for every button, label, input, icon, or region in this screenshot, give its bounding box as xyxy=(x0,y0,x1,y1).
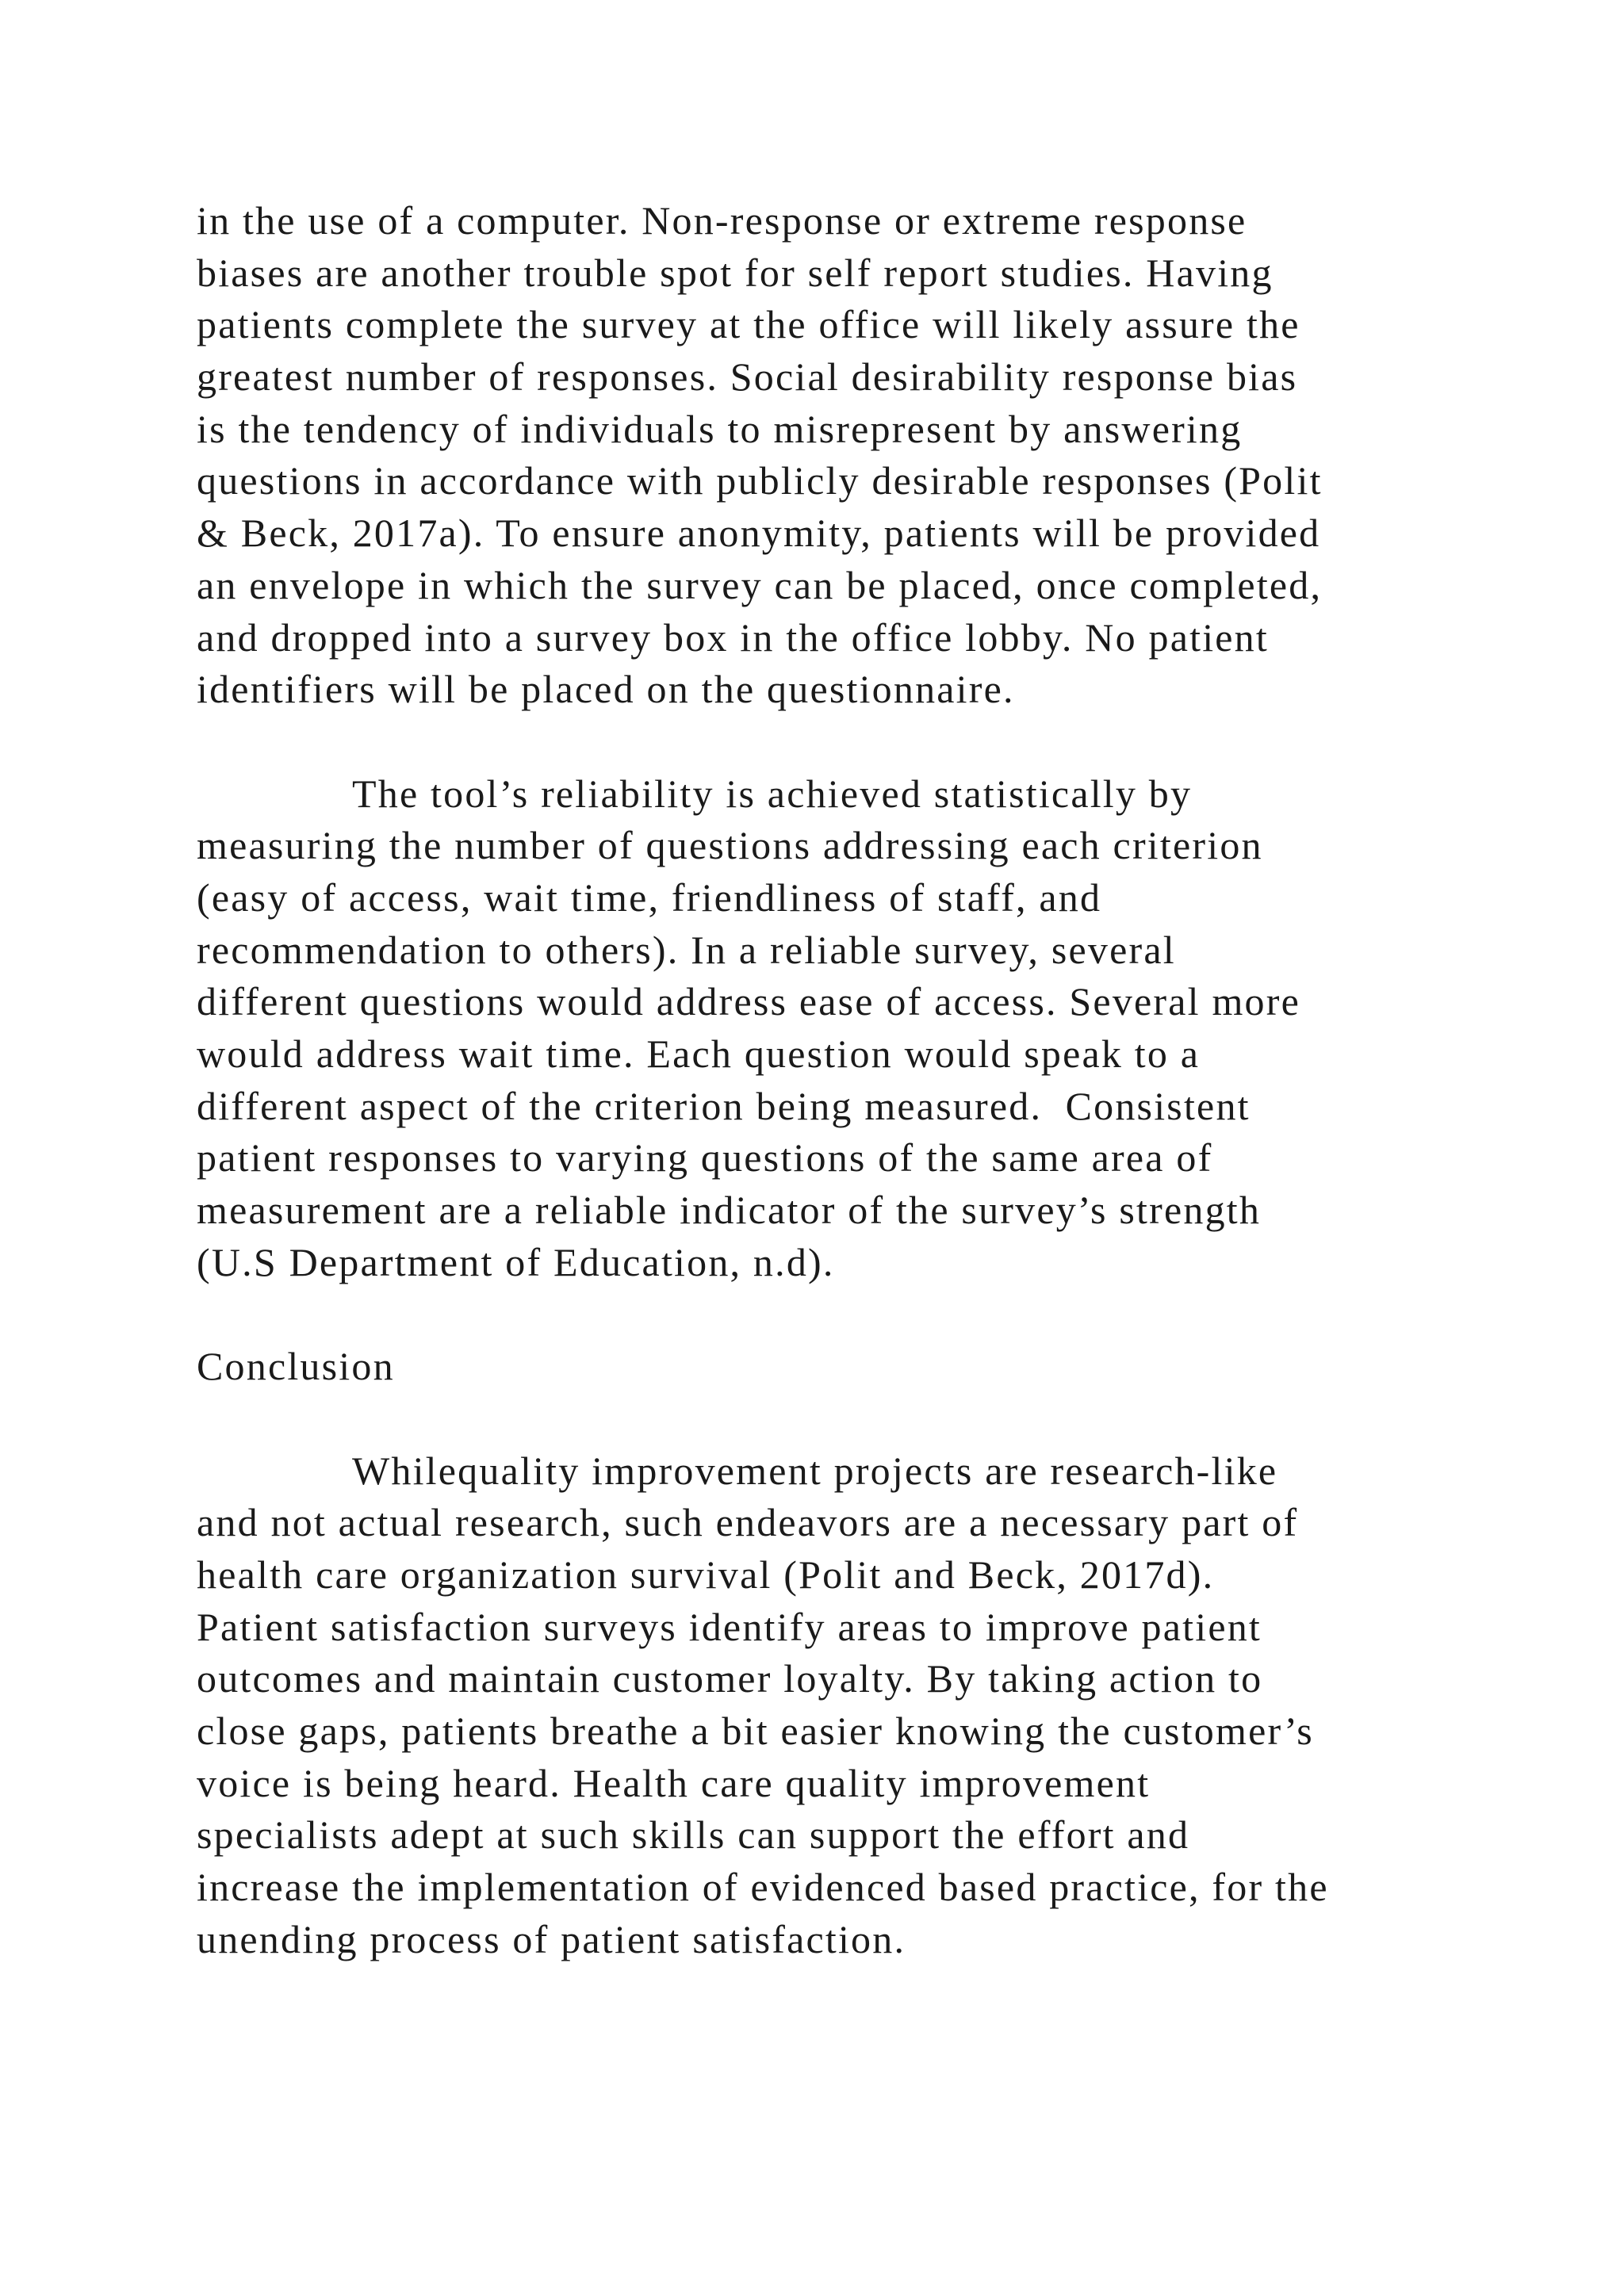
paragraph-conclusion xyxy=(197,1445,1497,1966)
text-line: an envelope in which the survey can be placed, once completed, xyxy=(197,562,1323,607)
text-line: specialists adept at such skills can support the effort and xyxy=(197,1812,1190,1858)
text-line: different questions would address ease of access. Several more xyxy=(197,979,1300,1024)
text-line: Patient satisfaction surveys identify areas to improve patient xyxy=(197,1604,1262,1649)
text-line: measuring the number of questions addressing each criterion xyxy=(197,823,1263,868)
text-line: greatest number of responses. Social desirability response bias xyxy=(197,354,1298,400)
text-line-indented xyxy=(197,1445,1497,1498)
text-line: patient responses to varying questions of the same area of xyxy=(197,1135,1213,1181)
paragraph-spacer xyxy=(197,716,1497,768)
text-line-indented xyxy=(197,768,1497,821)
text-line: would address wait time. Each question would speak to a xyxy=(197,1031,1201,1076)
paragraph-spacer xyxy=(197,1288,1497,1341)
text-line: is the tendency of individuals to misrepresent by answering xyxy=(197,406,1243,451)
text-line: recommendation to others). In a reliable survey, several xyxy=(197,927,1176,972)
text-line: close gaps, patients breathe a bit easier knowing the customer’s xyxy=(197,1708,1314,1753)
document-body xyxy=(197,195,1497,1965)
text-line: health care organization survival (Polit and Beck, 2017d). xyxy=(197,1552,1215,1597)
paragraph-reliability xyxy=(197,768,1497,1289)
text-line: increase the implementation of evidenced based practice, for the xyxy=(197,1865,1329,1909)
text-line: & Beck, 2017a). To ensure anonymity, patients will be provided xyxy=(197,511,1321,556)
paragraph-anonymity xyxy=(197,195,1497,716)
text-line: different aspect of the criterion being measured. Consistent xyxy=(197,1083,1251,1128)
section-heading-conclusion: Conclusion xyxy=(197,1344,395,1389)
text-line: measurement are a reliable indicator of the survey’s strength xyxy=(197,1188,1262,1233)
text-line: patients complete the survey at the office will likely assure the xyxy=(197,302,1300,347)
text-line: and not actual research, such endeavors are a necessary part of xyxy=(197,1500,1299,1545)
text-line: questions in accordance with publicly desirable responses (Polit xyxy=(197,458,1323,503)
paragraph-spacer xyxy=(197,1393,1497,1445)
text-line: (easy of access, wait time, friendliness of staff, and xyxy=(197,874,1102,920)
text-line: (U.S Department of Education, n.d). xyxy=(197,1239,835,1284)
text-line: The tool’s reliability is achieved statistically by xyxy=(352,771,1193,816)
text-line: and dropped into a survey box in the office lobby. No patient xyxy=(197,614,1269,660)
text-line: outcomes and maintain customer loyalty. By taking action to xyxy=(197,1656,1263,1701)
text-line: identifiers will be placed on the questionnaire. xyxy=(197,667,1015,712)
text-line: biases are another trouble spot for self report studies. Having xyxy=(197,250,1274,295)
text-line: unending process of patient satisfaction. xyxy=(197,1916,906,1961)
text-line: voice is being heard. Health care quality improvement xyxy=(197,1760,1151,1805)
text-line: in the use of a computer. Non-response or extreme response xyxy=(197,198,1247,243)
text-line: Whilequality improvement projects are research-like xyxy=(352,1448,1278,1493)
